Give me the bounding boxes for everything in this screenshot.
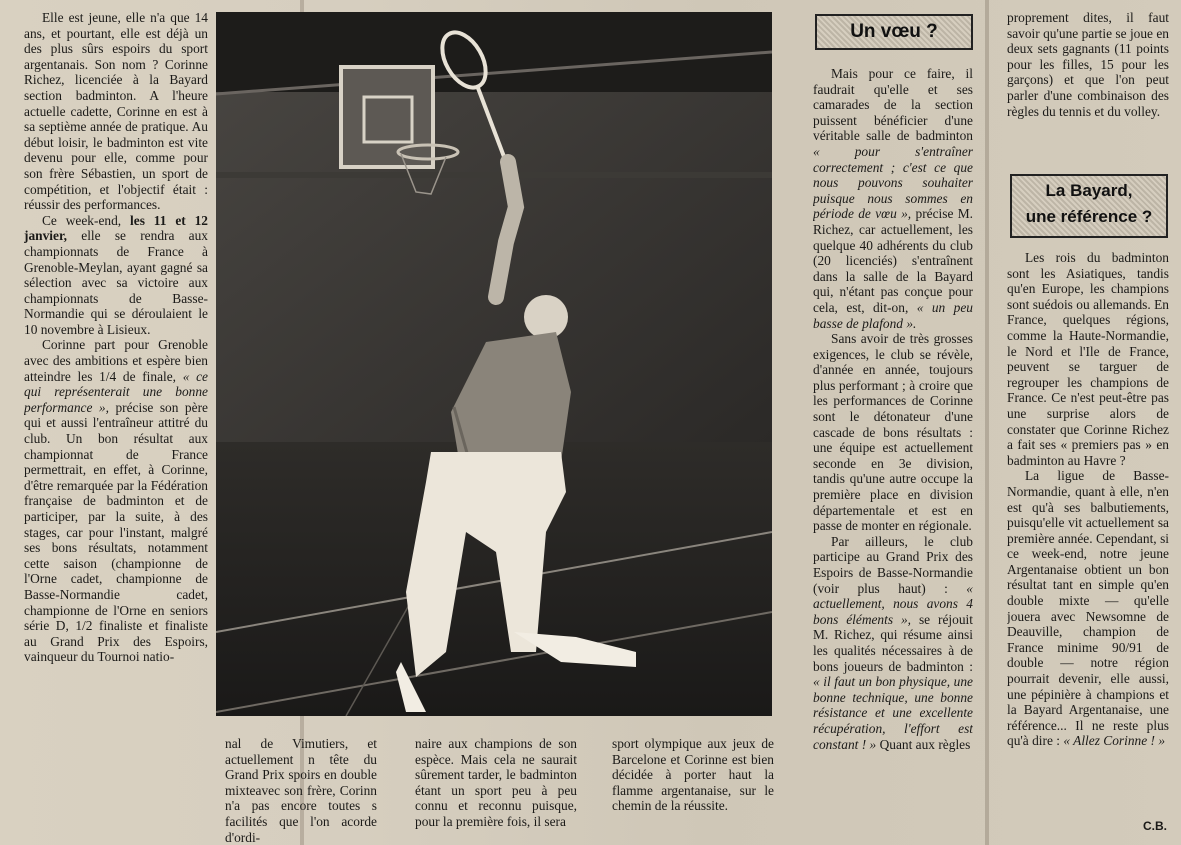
quote: « pour s'entraîner correctement ; c'est ce que nous pouvons souhaiter puisque nous sommes en période de vœu », (813, 143, 973, 222)
author-signature: C.B. (1143, 819, 1167, 833)
quote: « Allez Corinne ! » (1063, 733, 1166, 749)
badminton-player-photo (216, 12, 772, 716)
text: Ce week-end, (42, 212, 122, 228)
photo-illustration (216, 12, 772, 716)
article-column-4-top (1007, 10, 1169, 150)
paragraph-asiatiques: Les rois du badminton sont les Asiatiques, tandis qu'en Europe, les champions sont suédois ou allemands. En France, quelques régions, comme la Haute-Normandie, le Nord et l'Ile de France, peuvent se targuer de regrouper les champions de France. Ce n'est peut-être pas une surprise alors de constater que Corinne Richez a fait ses « premiers pas » en badminton au Havre ? (1007, 250, 1169, 468)
heading-line: La Bayard, (1045, 181, 1133, 200)
text: Quant aux règles (879, 736, 971, 752)
section-heading-bayard (1010, 174, 1168, 238)
quote: « ce qui représenterait une bonne performance », (24, 368, 208, 415)
paragraph-grand-prix (813, 534, 973, 752)
paragraph-exigences: Sans avoir de très grosses exigences, le club se révèle, d'année en année, toujours plus performant ; à croire que les performances de Corinne sont le détonateur d'une cascade de bons résultats : une équipe est actuellement seconde en 3e division, tandis qu'une autre occupe la première place en division départementale et est en passe de monter en régionale. (813, 331, 973, 534)
paragraph: nal de Vimutiers, et actuellement n tête du Grand Prix spoirs en double mixteavec son frère, Corinn n'a pas encore toutes s facilités que l'on acorde d'ordi- (225, 736, 377, 845)
article-column-4 (1007, 250, 1169, 825)
quote: « actuellement, nous avons 4 bons éléments », (813, 580, 973, 627)
quote: « il faut un bon physique, une bonne technique, une bonne résistance et une excellente récupération, l'effort est constant ! » (813, 674, 973, 752)
text: Corinne part pour Grenoble avec des ambitions et espère bien atteindre les 1/4 de finale, (24, 337, 208, 384)
text: Par ailleurs, le club participe au Grand Prix des Espoirs de Basse-Normandie (voir plus haut) : (813, 533, 973, 596)
article-bottom-column-3 (612, 736, 774, 845)
section-heading-voeu: Un vœu ? (815, 14, 973, 50)
text: se réjouit M. Richez, qui résume ainsi les qualités nécessaires à de bons joueurs de badminton : (813, 611, 973, 674)
text: elle se rendra aux championnats de France à Grenoble-Meylan, ayant gagné sa sélection avec sa victoire aux championnats de Basse-Normandie qui se déroulaient le 10 novembre à Lisieux. (24, 228, 208, 337)
article-column-1 (24, 10, 208, 845)
paragraph-regles: proprement dites, il faut savoir qu'une partie se joue en deux sets gagnants (11 points pour les filles, 15 pour les garçons) et que l'on peut parler d'une combinaison des règles du tennis et du volley. (1007, 10, 1169, 119)
paragraph: sport olympique aux jeux de Barcelone et Corinne est bien décidée à porter haut la flamme argentanaise, sur le chemin de la réussite. (612, 736, 774, 814)
paragraph: naire aux champions de son espèce. Mais cela ne saurait sûrement tarder, le badminton étant un sport peu à peu connu et reconnu puisque, pour la première fois, il sera (415, 736, 577, 829)
quote: « un peu basse de plafond ». (813, 299, 973, 331)
text: La ligue de Basse-Normandie, quant à elle, n'en est qu'à ses balbutiements, puisqu'elle vit actuellement sa première année. Cependant, si ce week-end, notre jeune Argentanaise obtient un bon résultat tant en simple qu'en double mixte — qu'elle jouera avec Newsomne de Deauville, champion de France minime 90/91 de double — notre région pourrait devenir, elle aussi, une pépinière à champions et la Bayard Argentanaise, une référence... Il ne reste plus qu'à dire : (1007, 468, 1169, 749)
paragraph-ambitions (24, 337, 208, 664)
article-bottom-column-1 (225, 736, 377, 845)
page-fold (985, 0, 989, 845)
text: Mais pour ce faire, il faudrait qu'elle et ses camarades de la section puissent bénéficier d'une véritable salle de badminton (813, 66, 973, 144)
heading-line: une référence ? (1025, 207, 1153, 226)
paragraph-weekend (24, 213, 208, 338)
paragraph-intro: Elle est jeune, elle n'a que 14 ans, et pourtant, elle est déjà un des plus sûrs espoirs du sport argentanais. Son nom ? Corinne Richez, licenciée à la Bayard section badminton. A l'heure actuelle cadette, Corinne en est à sa septième année de pratique. Au début loisir, le badminton est vite devenu pour elle, comme pour son frère Sébastien, un sport de compétition, et l'objectif était : réussir des performances. (24, 10, 208, 213)
article-column-3 (813, 66, 973, 845)
paragraph-salle (813, 66, 973, 331)
date-text: les 11 et 12 janvier, (24, 212, 208, 244)
article-bottom-column-2 (415, 736, 577, 845)
paragraph-ligue (1007, 468, 1169, 749)
text: précise son père qui et aussi l'entraîneur attitré du club. Un bon résultat aux championnat de France permettrait, en effet, à Corinne, d'être remarquée par la Fédération française de badminton et de participer, par la suite, à des stages, car pour l'instant, malgré ses bons résultats, notamment cette saison (championne de l'Orne cadet, championne de Basse-Normandie cadet, championne de l'Orne en seniors série D, 1/2 finaliste et finaliste au Grand Prix des Espoirs, vainqueur du Tournoi natio- (24, 399, 208, 665)
text: précise M. Richez, car actuellement, les quelque 40 adhérents du club (20 licenciés) s'entraînent dans la salle de la Bayard qui, n'étant pas conçue pour cela, est, dit-on, (813, 206, 973, 315)
